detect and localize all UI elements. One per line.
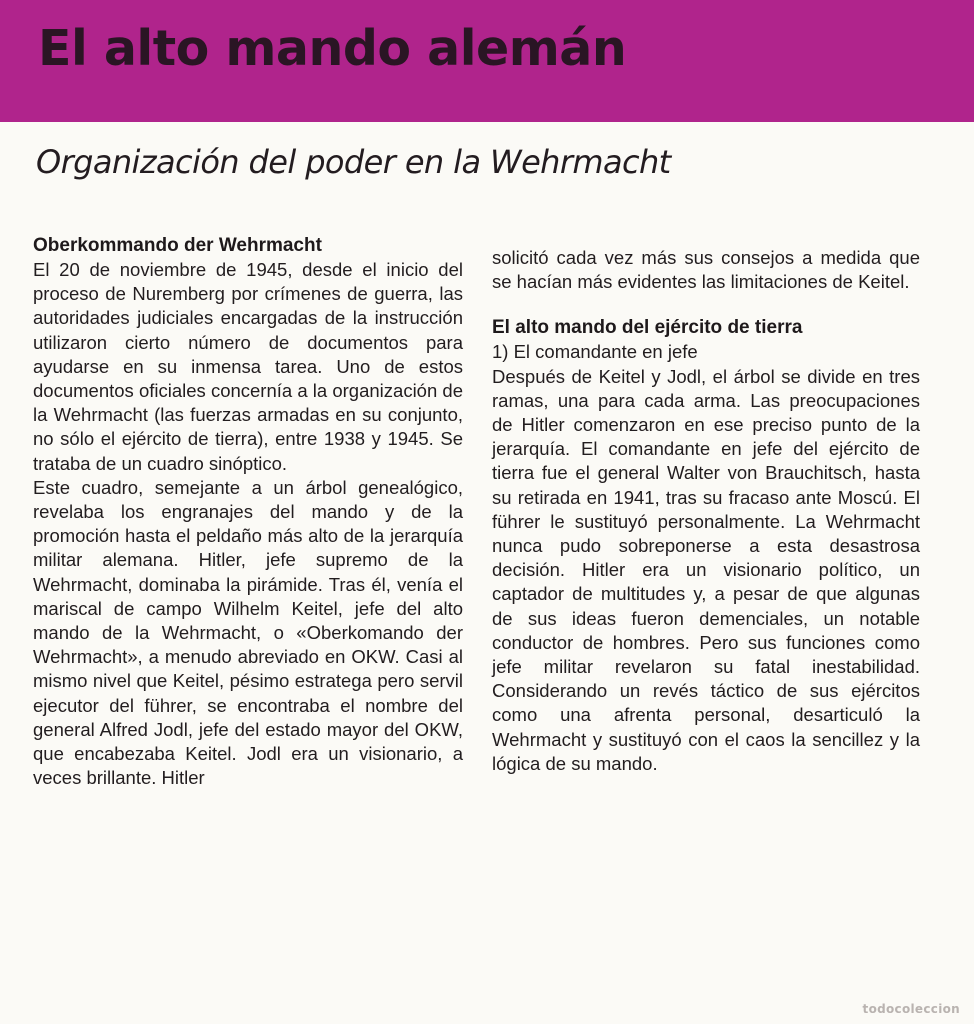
page-title: El alto mando alemán: [38, 20, 627, 77]
section-heading-ejercito: El alto mando del ejército de tierra: [492, 317, 803, 339]
page-subtitle: Organización del poder en la Wehrmacht: [36, 143, 671, 181]
paragraph-comandante: Después de Keitel y Jodl, el árbol se divide en tres ramas, una para cada arma. Las preocupaciones de Hitler comenzaron en ese preciso punto de la jerarquía. El comandante en jefe del ejército de tierra fue el general Walter von Brauchitsch, hasta su retirada en 1941, tras su fracaso ante Moscú. El führer le sustituyó personalmente. La Wehrmacht nunca pudo sobreponerse a esta desastrosa decisión. Hitler era un visionario político, un captador de multitudes y, a pesar de que algunas de sus ideas fueron demenciales, un notable conductor de hombres. Pero sus funciones como jefe militar revelaron su fatal inestabilidad. Considerando un revés táctico de sus ejércitos como una afrenta personal, desarticuló la Wehrmacht y sustituyó con el caos la sencillez y la lógica de su mando.: [492, 365, 920, 774]
paragraph-continuation: solicitó cada vez más sus consejos a medida que se hacían más evidentes las limitaciones de Keitel.: [492, 247, 920, 293]
right-column: [492, 246, 920, 776]
paragraph-nuremberg: El 20 de noviembre de 1945, desde el inicio del proceso de Nuremberg por crímenes de guerra, las autoridades judiciales encargadas de la instrucción utilizaron cierto número de documentos para ayudarse en su inmensa tarea. Uno de estos documentos oficiales concernía a la organización de la Wehrmacht (las fuerzas armadas en su conjunto, no sólo el ejército de tierra), entre 1938 y 1945. Se trataba de un cuadro sinóptico.: [33, 259, 463, 474]
left-column: [33, 233, 463, 790]
watermark: todocoleccion: [862, 1002, 960, 1016]
subsection-marker: 1) El comandante en jefe: [492, 341, 698, 363]
paragraph-cuadro: Este cuadro, semejante a un árbol genealógico, revelaba los engranajes del mando y de la promoción hasta el peldaño más alto de la jerarquía militar alemana. Hitler, jefe supremo de la Wehrmacht, dominaba la pirámide. Tras él, venía el mariscal de campo Wilhelm Keitel, jefe del alto mando de la Wehrmacht, o «Oberkomando der Wehrmacht», a menudo abreviado en OKW. Casi al mismo nivel que Keitel, pésimo estratega pero servil ejecutor del führer, se encontraba el nombre del general Alfred Jodl, jefe del estado mayor del OKW, que encabezaba Keitel. Jodl era un visionario, a veces brillante. Hitler: [33, 476, 463, 789]
section-heading-okw: Oberkommando der Wehrmacht: [33, 235, 322, 256]
header-band: [0, 0, 974, 122]
